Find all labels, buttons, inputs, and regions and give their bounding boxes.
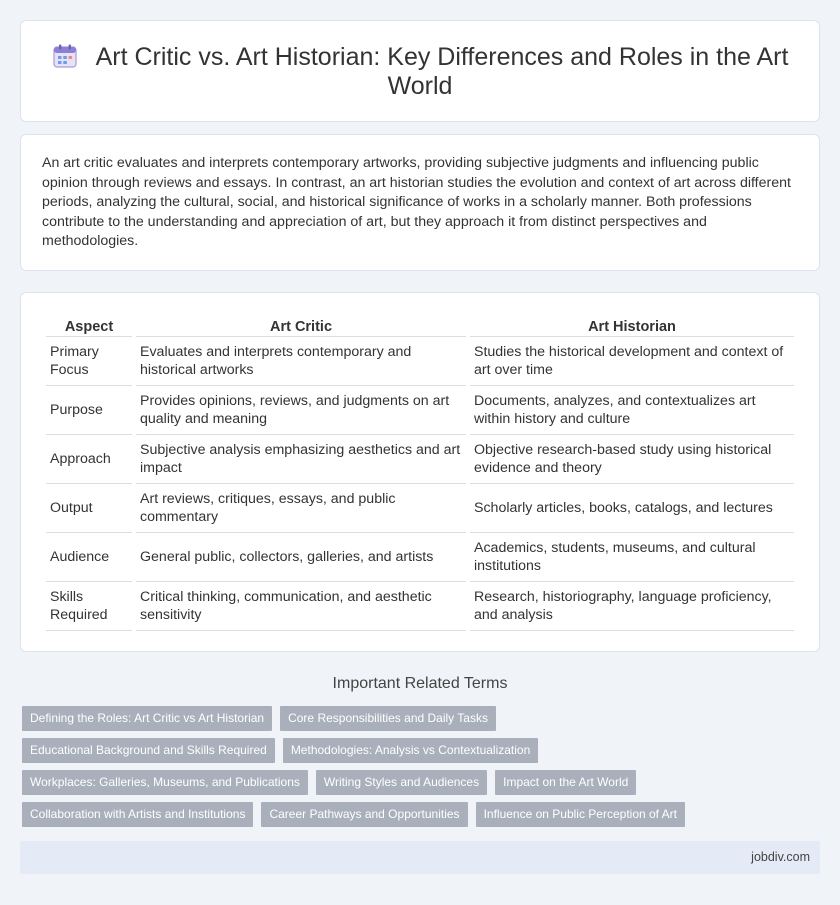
cell-critic: Subjective analysis emphasizing aesthetics and art impact	[136, 435, 466, 484]
cell-aspect: Purpose	[46, 386, 132, 435]
cell-aspect: Approach	[46, 435, 132, 484]
page-title: Art Critic vs. Art Historian: Key Differences and Roles in the Art World	[95, 43, 789, 100]
table-header-row	[46, 315, 794, 337]
cell-historian: Scholarly articles, books, catalogs, and lectures	[470, 484, 794, 533]
cell-historian: Studies the historical development and context of art over time	[470, 337, 794, 386]
related-term-tag[interactable]: Workplaces: Galleries, Museums, and Publications	[22, 770, 308, 795]
related-terms-title: Important Related Terms	[332, 675, 508, 692]
related-term-tag[interactable]: Methodologies: Analysis vs Contextualization	[283, 738, 538, 763]
header-art-historian: Art Historian	[470, 315, 794, 337]
related-term-tag[interactable]: Influence on Public Perception of Art	[476, 802, 685, 827]
related-term-tag[interactable]: Writing Styles and Audiences	[316, 770, 487, 795]
related-terms-tags	[22, 706, 762, 834]
related-term-tag[interactable]: Impact on the Art World	[495, 770, 636, 795]
table-row	[46, 337, 794, 386]
cell-historian: Academics, students, museums, and cultural institutions	[470, 533, 794, 582]
related-term-tag[interactable]: Defining the Roles: Art Critic vs Art Historian	[22, 706, 272, 731]
cell-critic: Art reviews, critiques, essays, and public commentary	[136, 484, 466, 533]
intro-card	[20, 134, 820, 271]
header-art-critic: Art Critic	[136, 315, 466, 337]
intro-paragraph: An art critic evaluates and interprets contemporary artworks, providing subjective judgments and influencing public opinion through reviews and essays. In contrast, an art historian studies the evolution and context of art across different periods, analyzing the cultural, social, and historical significance of works in a scholarly manner. Both professions contribute to the understanding and appreciation of art, but they approach it from distinct perspectives and methodologies.	[42, 155, 791, 250]
related-term-tag[interactable]: Career Pathways and Opportunities	[261, 802, 467, 827]
comparison-table	[42, 315, 798, 631]
table-row	[46, 533, 794, 582]
cell-critic: Evaluates and interprets contemporary and historical artworks	[136, 337, 466, 386]
cell-aspect: Output	[46, 484, 132, 533]
comparison-table-card	[20, 292, 820, 652]
cell-aspect: Primary Focus	[46, 337, 132, 386]
table-row	[46, 484, 794, 533]
calendar-icon	[52, 43, 78, 69]
table-row	[46, 582, 794, 631]
footer-bar	[20, 841, 820, 874]
cell-aspect: Skills Required	[46, 582, 132, 631]
cell-historian: Research, historiography, language proficiency, and analysis	[470, 582, 794, 631]
cell-historian: Documents, analyzes, and contextualizes art within history and culture	[470, 386, 794, 435]
table-row	[46, 386, 794, 435]
footer-site-link[interactable]: jobdiv.com	[751, 850, 810, 864]
related-term-tag[interactable]: Core Responsibilities and Daily Tasks	[280, 706, 496, 731]
header-aspect: Aspect	[46, 315, 132, 337]
related-term-tag[interactable]: Collaboration with Artists and Institutions	[22, 802, 253, 827]
table-row	[46, 435, 794, 484]
cell-critic: Provides opinions, reviews, and judgments on art quality and meaning	[136, 386, 466, 435]
cell-aspect: Audience	[46, 533, 132, 582]
header-card	[20, 20, 820, 122]
related-term-tag[interactable]: Educational Background and Skills Required	[22, 738, 275, 763]
page-title-wrap	[21, 43, 819, 101]
cell-critic: Critical thinking, communication, and aesthetic sensitivity	[136, 582, 466, 631]
cell-historian: Objective research-based study using historical evidence and theory	[470, 435, 794, 484]
cell-critic: General public, collectors, galleries, and artists	[136, 533, 466, 582]
